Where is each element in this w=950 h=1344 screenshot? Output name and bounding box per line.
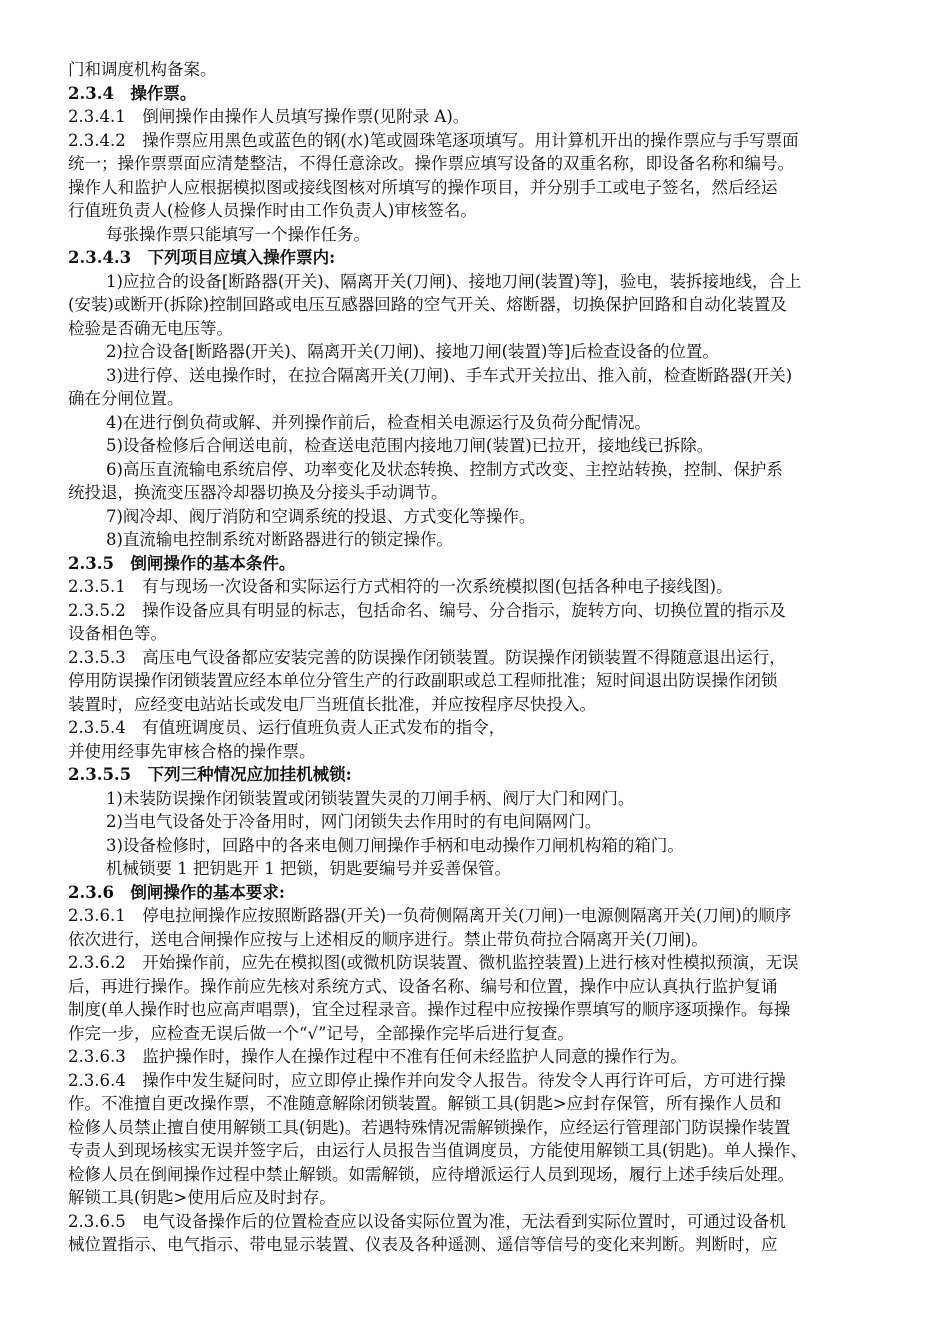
text-line: 并使用经事先审核合格的操作票。 (68, 741, 316, 761)
section-heading: 2.3.5 倒闸操作的基本条件。 (68, 553, 296, 573)
section-heading: 2.3.4.3 下列项目应填入操作票内: (68, 248, 336, 267)
text-line: 2.3.5.3 高压电气设备都应安装完善的防误操作闭锁装置。防误操作闭锁装置不得随意退出运行， (68, 647, 786, 667)
text-line: 作。不准擅自更改操作票，不准随意解除闭锁装置。解锁工具(钥匙>应封存保管，所有操作人员和 (68, 1094, 782, 1113)
text-line: 每张操作票只能填写一个操作任务。 (106, 224, 370, 244)
text-line: 1)应拉合的设备[断路器(开关)、隔离开关(刀闸)、接地刀闸(装置)等]，验电，装拆接地线，合上 (106, 271, 802, 291)
text-line: 8)直流输电控制系统对断路器进行的锁定操作。 (106, 530, 453, 549)
text-line: 2)拉合设备[断路器(开关)、隔离开关(刀闸)、接地刀闸(装置)等]后检查设备的位置。 (106, 342, 719, 361)
text-line: 制度(单人操作时也应高声唱票)，宜全过程录音。操作过程中应按操作票填写的顺序逐项操作。每操 (68, 1000, 791, 1019)
text-line: 停用防误操作闭锁装置应经本单位分管生产的行政副职或总工程师批准；短时间退出防误操作闭锁 (68, 671, 778, 690)
document-page (68, 58, 908, 1257)
text-line: 械位置指示、电气指示、带电显示装置、仪表及各种遥测、遥信等信号的变化来判断。判断时，应 (68, 1235, 778, 1254)
text-line: (安装)或断开(拆除)控制回路或电压互感器回路的空气开关、熔断器，切换保护回路和自动化装置及 (68, 295, 787, 314)
text-line: 统一；操作票票面应清楚整洁，不得任意涂改。操作票应填写设备的双重名称，即设备名称和编号。 (68, 154, 794, 173)
section-heading: 2.3.4 操作票。 (68, 83, 197, 103)
text-line: 专责人到现场核实无误并签字后，由运行人员报告当值调度员，方能使用解锁工具(钥匙)。单人操作、 (68, 1141, 807, 1160)
section-heading: 2.3.5.5 下列三种情况应加挂机械锁: (68, 765, 352, 784)
text-line: 2.3.6.2 开始操作前，应先在模拟图(或微机防误装置、微机监控装置)上进行核对性模拟预演，无误 (68, 953, 799, 972)
text-line: 2.3.6.1 停电拉闸操作应按照断路器(开关)一负荷侧隔离开关(刀闸)一电源侧隔离开关(刀闸)的顺序 (68, 906, 792, 925)
text-line: 检修人员在倒闸操作过程中禁止解锁。如需解锁，应待增派运行人员到现场，履行上述手续后处理。 (68, 1164, 794, 1184)
text-line: 依次进行，送电合闸操作应按与上述相反的顺序进行。禁止带负荷拉合隔离开关(刀闸)。 (68, 929, 708, 949)
text-line: 7)阀冷却、阀厅消防和空调系统的投退、方式变化等操作。 (106, 506, 536, 526)
text-line: 机械锁要 1 把钥匙开 1 把锁，钥匙要编号并妥善保管。 (106, 859, 511, 878)
text-line: 检验是否确无电压等。 (68, 318, 233, 338)
text-line: 2.3.6.5 电气设备操作后的位置检查应以设备实际位置为准，无法看到实际位置时，可通过设备机 (68, 1211, 786, 1231)
text-line: 检修人员禁止擅自使用解锁工具(钥匙)。若遇特殊情况需解锁操作，应经运行管理部门防误操作装置 (68, 1117, 791, 1137)
text-line: 3)进行停、送电操作时，在拉合隔离开关(刀闸)、手车式开关拉出、推入前，检查断路器(开关) (106, 365, 793, 385)
text-line: 门和调度机构备案。 (68, 60, 217, 79)
text-line: 2.3.4.1 倒闸操作由操作人员填写操作票(见附录 A)。 (68, 107, 470, 126)
text-line: 2)当电气设备处于冷备用时，网门闭锁失去作用时的有电间隔网门。 (106, 812, 602, 831)
text-line: 2.3.4.2 操作票应用黑色或蓝色的钢(水)笔或圆珠笔逐项填写。用计算机开出的操作票应与手写票面 (68, 130, 799, 150)
text-line: 6)高压直流输电系统启停、功率变化及状态转换、控制方式改变、主控站转换，控制、保护系 (106, 459, 783, 479)
text-line: 解锁工具(钥匙>使用后应及时封存。 (68, 1188, 336, 1207)
text-line: 统投退，换流变压器冷却器切换及分接头手动调节。 (68, 483, 448, 502)
text-line: 作完一步，应检查无误后做一个“√”记号，全部操作完毕后进行复查。 (68, 1023, 574, 1043)
text-line: 行值班负责人(检修人员操作时由工作负责人)审核签名。 (68, 201, 477, 220)
text-line: 设备相色等。 (68, 624, 167, 643)
text-line: 2.3.5.1 有与现场一次设备和实际运行方式相符的一次系统模拟图(包括各种电子接线图)。 (68, 577, 733, 596)
text-line: 4)在进行倒负荷或解、并列操作前后，检查相关电源运行及负荷分配情况。 (106, 412, 651, 432)
text-line: 2.3.5.2 操作设备应具有明显的标志，包括命名、编号、分合指示，旋转方向、切换位置的指示及 (68, 600, 786, 620)
text-line: 5)设备检修后合闸送电前，检查送电范围内接地刀闸(装置)已拉开，接地线已拆除。 (106, 436, 714, 455)
text-line: 操作人和监护人应根据模拟图或接线图核对所填写的操作项目，并分别手工或电子签名，然后经运 (68, 177, 778, 197)
text-line: 装置时，应经变电站站长或发电厂当班值长批准，并应按程序尽快投入。 (68, 694, 596, 714)
text-line: 后，再进行操作。操作前应先核对系统方式、设备名称、编号和位置，操作中应认真执行监护复诵 (68, 976, 778, 996)
section-heading: 2.3.6 倒闸操作的基本要求: (68, 882, 286, 902)
text-line: 1)未装防误操作闭锁装置或闭锁装置失灵的刀闸手柄、阀厅大门和网门。 (106, 788, 635, 808)
text-line: 2.3.6.3 监护操作时，操作人在操作过程中不准有任何未经监护人同意的操作行为。 (68, 1047, 687, 1066)
text-line: 3)设备检修时，回路中的各来电侧刀闸操作手柄和电动操作刀闸机构箱的箱门。 (106, 835, 684, 855)
text-line: 确在分闸位置。 (68, 389, 184, 408)
text-line: 2.3.5.4 有值班调度员、运行值班负责人正式发布的指令， (68, 718, 506, 737)
text-line: 2.3.6.4 操作中发生疑问时，应立即停止操作并向发令人报告。待发令人再行许可后，方可进行操 (68, 1070, 786, 1090)
